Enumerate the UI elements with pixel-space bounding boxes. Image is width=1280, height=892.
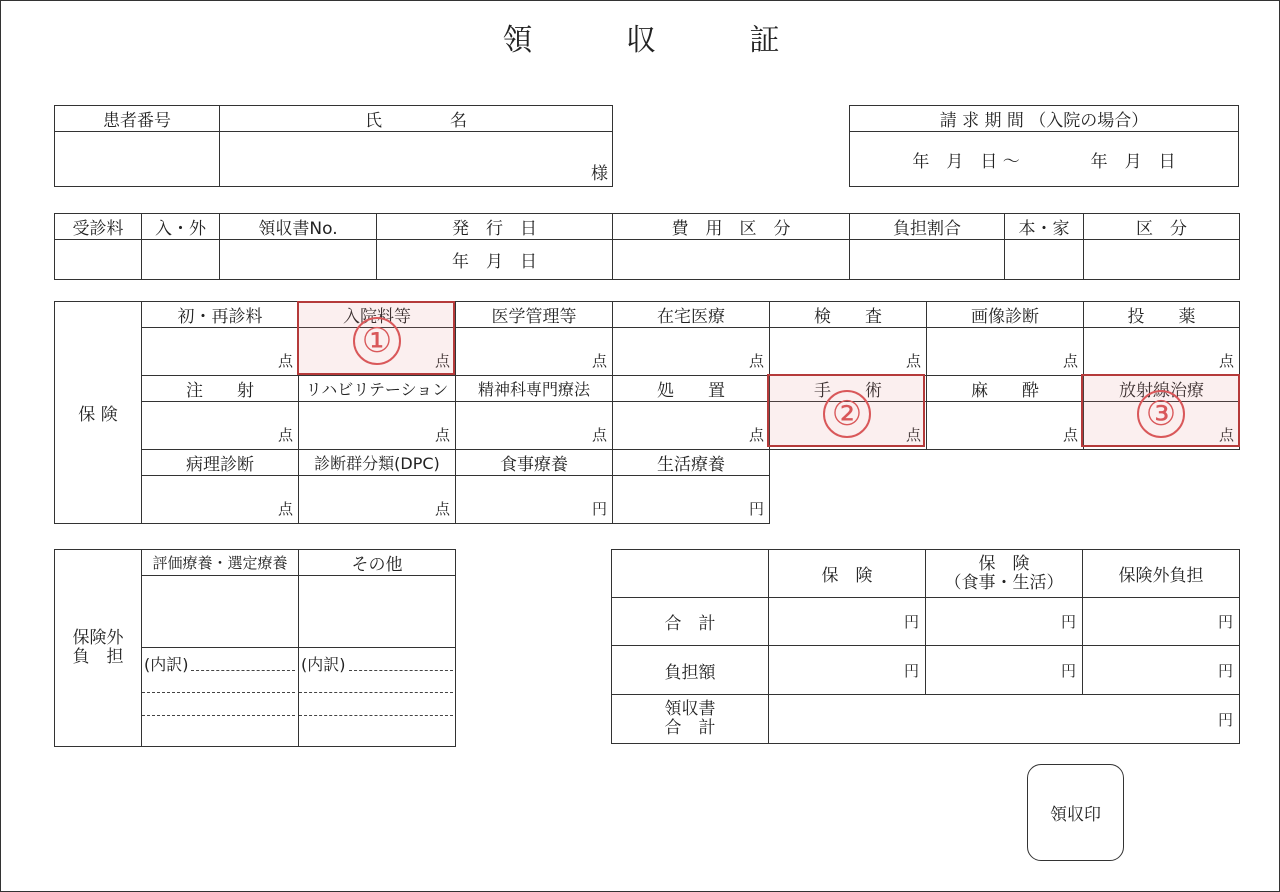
insurance-item-value[interactable]: 円	[456, 476, 613, 524]
burden-meal-value[interactable]: 円	[926, 646, 1083, 695]
patient-name-header: 氏 名	[220, 106, 613, 132]
visit-fee-field[interactable]	[55, 240, 142, 280]
insurance-item-header: 食事療養	[456, 450, 613, 476]
insurance-item-header: 麻 酔	[927, 376, 1084, 402]
insurance-item-header: 診断群分類(DPC)	[299, 450, 456, 476]
out-of-insurance-label-line2: 負 担	[72, 647, 124, 667]
insurance-item-value[interactable]: 点	[927, 328, 1084, 376]
billing-period-header: 請 求 期 間 （入院の場合）	[850, 106, 1239, 132]
issue-date-field[interactable]: 年 月 日	[377, 240, 613, 280]
receipt-total-line1: 領収書	[664, 699, 716, 719]
stamp-label: 領収印	[1050, 805, 1101, 825]
total-meal-value[interactable]: 円	[926, 598, 1083, 646]
in-out-field[interactable]	[142, 240, 220, 280]
dashed-line	[299, 692, 453, 693]
totals-insurance-meal-line1: 保 険	[978, 553, 1030, 574]
insurance-item-value[interactable]: 点	[1084, 402, 1240, 450]
breakdown-label: (内訳)	[144, 655, 189, 674]
visit-fee-header: 受診料	[55, 214, 142, 240]
totals-insurance-meal-line2: （食事・生活）	[944, 572, 1064, 593]
info-table	[54, 213, 1240, 280]
cost-category-field[interactable]	[613, 240, 850, 280]
insurance-item-header: リハビリテーション	[299, 376, 456, 402]
totals-outside-header: 保険外負担	[1083, 550, 1240, 598]
issue-date-header: 発 行 日	[377, 214, 613, 240]
burden-ratio-header: 負担割合	[850, 214, 1005, 240]
in-out-header: 入・外	[142, 214, 220, 240]
insurance-item-value[interactable]: 点	[142, 328, 299, 376]
insurance-item-header: 精神科専門療法	[456, 376, 613, 402]
dashed-line	[191, 670, 295, 671]
evaluation-breakdown[interactable]	[142, 648, 299, 747]
totals-insurance-header: 保 険	[769, 550, 926, 598]
principal-family-field[interactable]	[1005, 240, 1084, 280]
total-outside-value[interactable]: 円	[1083, 598, 1240, 646]
honorific-suffix: 様	[591, 164, 608, 184]
insurance-item-header: 手 術	[770, 376, 927, 402]
dashed-line	[299, 715, 453, 716]
title-char: 証	[749, 23, 780, 58]
period-from: 年 月 日 ～	[912, 151, 1020, 172]
burden-ratio-field[interactable]	[850, 240, 1005, 280]
insurance-item-value[interactable]: 点	[770, 328, 927, 376]
burden-label: 負担額	[612, 646, 769, 695]
insurance-item-value[interactable]: 点	[142, 402, 299, 450]
receipt-no-header: 領収書No.	[220, 214, 377, 240]
period-to: 年 月 日	[1090, 151, 1176, 172]
insurance-item-header: 医学管理等	[456, 302, 613, 328]
cost-category-header: 費 用 区 分	[613, 214, 850, 240]
breakdown-label: (内訳)	[301, 655, 346, 674]
total-insurance-value[interactable]: 円	[769, 598, 926, 646]
insurance-item-value[interactable]: 点	[456, 402, 613, 450]
other-field[interactable]	[299, 576, 456, 648]
insurance-item-header: 初・再診料	[142, 302, 299, 328]
insurance-item-header: 入院料等	[299, 302, 456, 328]
other-breakdown[interactable]	[299, 648, 456, 747]
totals-corner	[612, 550, 769, 598]
evaluation-header: 評価療養・選定療養	[142, 550, 299, 576]
insurance-item-header: 生活療養	[613, 450, 770, 476]
evaluation-field[interactable]	[142, 576, 299, 648]
insurance-item-value[interactable]: 点	[142, 476, 299, 524]
patient-name-field[interactable]	[220, 132, 613, 187]
insurance-item-header: 病理診断	[142, 450, 299, 476]
document-title	[1, 15, 1280, 59]
receipt-total-label	[612, 695, 769, 744]
principal-family-header: 本・家	[1005, 214, 1084, 240]
dashed-line	[142, 692, 295, 693]
patient-id-field[interactable]	[55, 132, 220, 187]
insurance-item-header: 注 射	[142, 376, 299, 402]
dashed-line	[142, 715, 295, 716]
insurance-item-value[interactable]: 点	[456, 328, 613, 376]
insurance-item-value[interactable]: 点	[613, 402, 770, 450]
billing-period-field[interactable]	[850, 132, 1239, 187]
category-field[interactable]	[1084, 240, 1240, 280]
marker-1-icon: ①	[353, 317, 401, 365]
insurance-item-value[interactable]: 点	[613, 328, 770, 376]
insurance-item-header: 投 薬	[1084, 302, 1240, 328]
insurance-item-header: 放射線治療	[1084, 376, 1240, 402]
out-of-insurance-label	[55, 550, 142, 747]
receipt-stamp-box[interactable]	[1027, 764, 1124, 861]
marker-2-icon: ②	[823, 390, 871, 438]
out-of-insurance-label-line1: 保険外	[72, 628, 124, 648]
other-header: その他	[299, 550, 456, 576]
patient-table	[54, 105, 613, 187]
receipt-no-field[interactable]	[220, 240, 377, 280]
insurance-item-value[interactable]: 円	[613, 476, 770, 524]
insurance-item-header: 画像診断	[927, 302, 1084, 328]
totals-insurance-meal-header	[926, 550, 1083, 598]
burden-outside-value[interactable]: 円	[1083, 646, 1240, 695]
insurance-label: 保 険	[55, 302, 142, 524]
billing-period-table	[849, 105, 1239, 187]
insurance-item-value[interactable]: 点	[299, 476, 456, 524]
out-of-insurance-table	[54, 549, 456, 747]
insurance-item-value[interactable]: 点	[299, 328, 456, 376]
totals-table	[611, 549, 1240, 744]
category-header: 区 分	[1084, 214, 1240, 240]
title-char: 収	[626, 23, 656, 58]
insurance-item-value[interactable]: 点	[1084, 328, 1240, 376]
marker-3-icon: ③	[1137, 390, 1185, 438]
dashed-line	[349, 670, 453, 671]
receipt-total-value[interactable]: 円	[769, 695, 1240, 744]
insurance-item-value[interactable]: 点	[299, 402, 456, 450]
insurance-empty-area	[770, 450, 1240, 524]
total-label: 合 計	[612, 598, 769, 646]
patient-id-header: 患者番号	[55, 106, 220, 132]
insurance-table	[54, 301, 1240, 524]
burden-insurance-value[interactable]: 円	[769, 646, 926, 695]
insurance-item-value[interactable]: 点	[770, 402, 927, 450]
insurance-item-value[interactable]: 点	[927, 402, 1084, 450]
title-char: 領	[502, 23, 533, 58]
receipt-total-line2: 合 計	[664, 718, 716, 738]
insurance-item-header: 処 置	[613, 376, 770, 402]
insurance-item-header: 在宅医療	[613, 302, 770, 328]
insurance-item-header: 検 査	[770, 302, 927, 328]
